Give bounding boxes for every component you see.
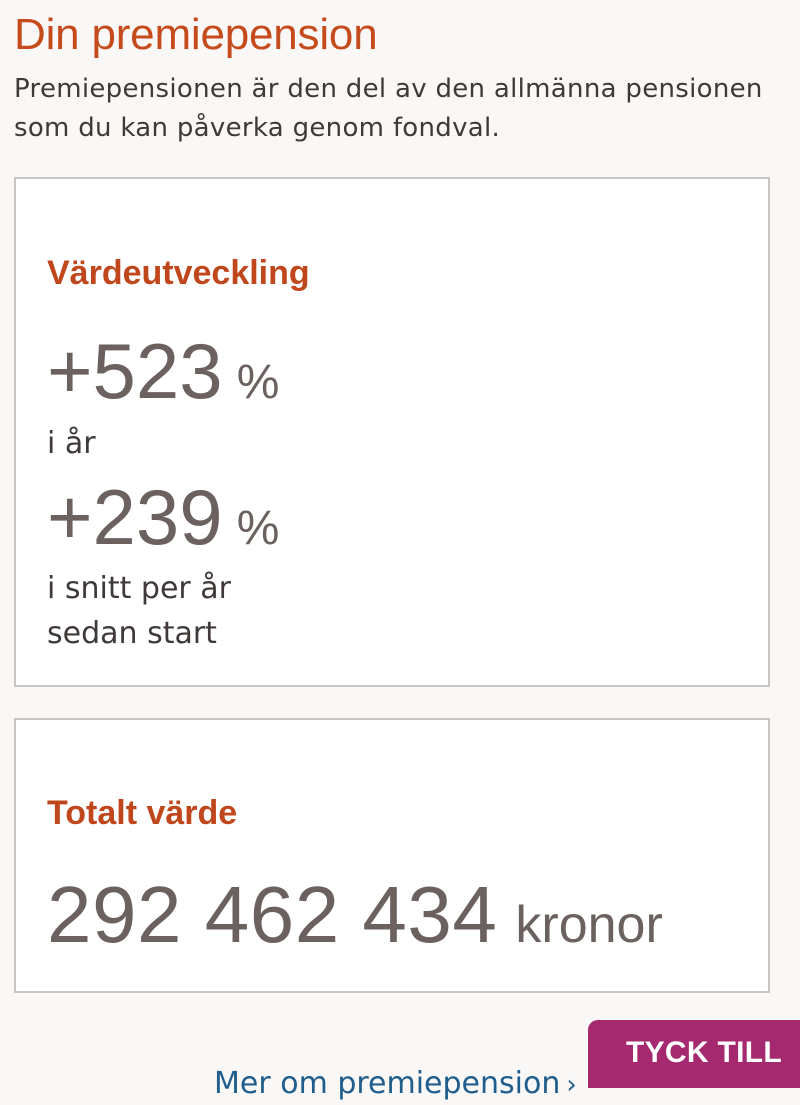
page-title: Din premiepension [14, 10, 378, 59]
growth-average [47, 473, 280, 561]
growth-average-unit: % [236, 502, 280, 555]
growth-this-year-caption: i år [47, 426, 96, 461]
total-value-amount [47, 870, 663, 960]
growth-average-value: +239 [47, 473, 223, 561]
value-growth-heading: Värdeutveckling [47, 254, 310, 292]
growth-this-year-unit: % [236, 356, 280, 409]
growth-this-year [47, 327, 280, 415]
chevron-right-icon: › [566, 1070, 577, 1100]
more-about-premiepension-link[interactable] [214, 1064, 577, 1105]
total-value-heading: Totalt värde [47, 794, 238, 832]
total-value-number: 292 462 434 [47, 870, 498, 959]
intro-text: Premiepensionen är den del av den allmänna pensionen som du kan påverka genom fondval. [14, 74, 763, 143]
total-value-card [14, 718, 770, 993]
more-link-label: Mer om premiepension [214, 1066, 561, 1101]
total-value-unit: kronor [515, 896, 663, 954]
growth-this-year-value: +523 [47, 327, 223, 415]
value-growth-card [14, 177, 770, 687]
feedback-button[interactable]: TYCK TILL [588, 1020, 800, 1088]
growth-average-caption: i snitt per år sedan start [47, 571, 231, 651]
